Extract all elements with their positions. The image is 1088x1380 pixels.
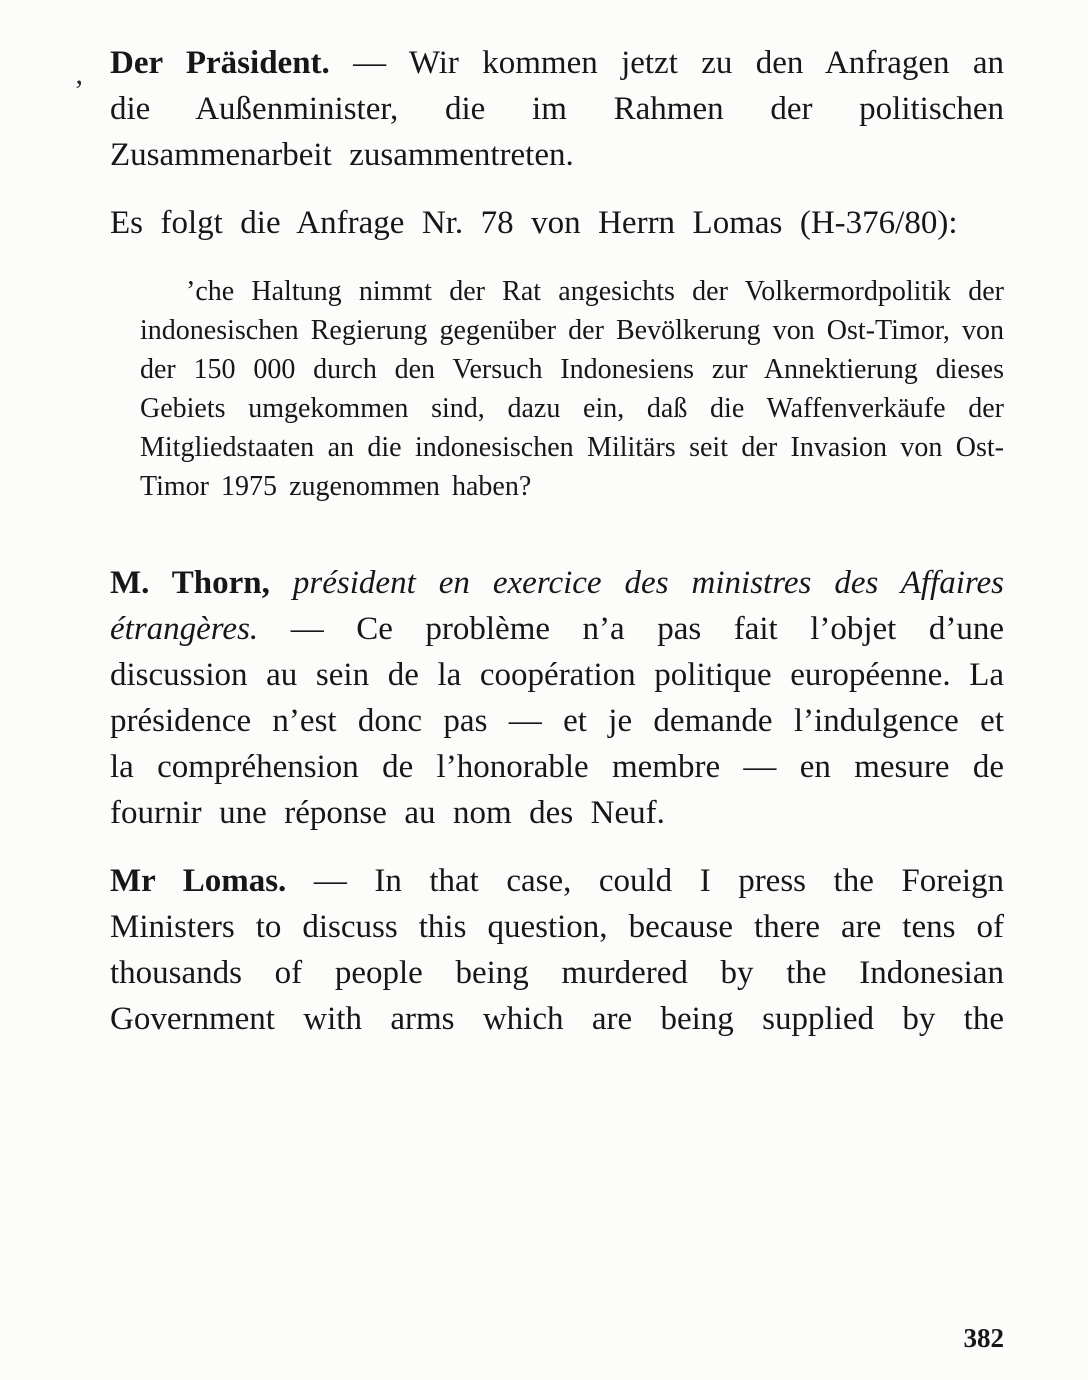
speaker-name-thorn: M. Thorn, [110,565,270,601]
speaker-role-thorn: président en exercice des ministres des Affaires étrangères. [110,565,1004,647]
announcement-text: Es folgt die Anfrage Nr. 78 von Herrn Lomas (H-376/80): [110,205,958,241]
question-quote-block [140,272,1004,506]
speech-text-lomas: — In that case, could I press the Foreign Ministers to discuss this question, because there are tens of thousands of people being murdered by the Indonesian Government with arms which are being supplied by the [110,863,1005,1037]
speaker-name-president: Der Präsident. [110,45,330,81]
question-quote-text: ’che Haltung nimmt der Rat angesichts der Volkermordpolitik der indonesischen Regierung gegenüber der Bevölkerung von Ost-Timor, von der 150 000 durch den Versuch Indonesiens zur Annektierung dieses Gebiets umgekommen sind, dazu ein, daß die Waffenverkäufe der Mitgliedstaaten an die indonesischen Militärs seit der Invasion von Ost-Timor 1975 zugenommen haben? [140,276,1004,502]
paragraph-president [110,40,1004,178]
speaker-name-lomas: Mr Lomas. [110,863,287,899]
paragraph-lomas [110,858,1004,1042]
scan-artifact-mark: ’ [74,74,84,107]
paragraph-announcement [110,200,1004,246]
speech-text-thorn: — Ce problème n’a pas fait l’objet d’une discussion au sein de la coopération politique européenne. La présidence n’est donc pas — et je demande l’indulgence et la compréhension de l’honorable membre — en mesure de fournir une réponse au nom des Neuf. [110,611,1004,831]
paragraph-thorn [110,560,1004,836]
speech-text-president: — Wir kommen jetzt zu den Anfragen an die Außenminister, die im Rahmen der politischen Zusammenarbeit zusammentreten. [110,45,1004,173]
page-number: 382 [963,1323,1004,1353]
